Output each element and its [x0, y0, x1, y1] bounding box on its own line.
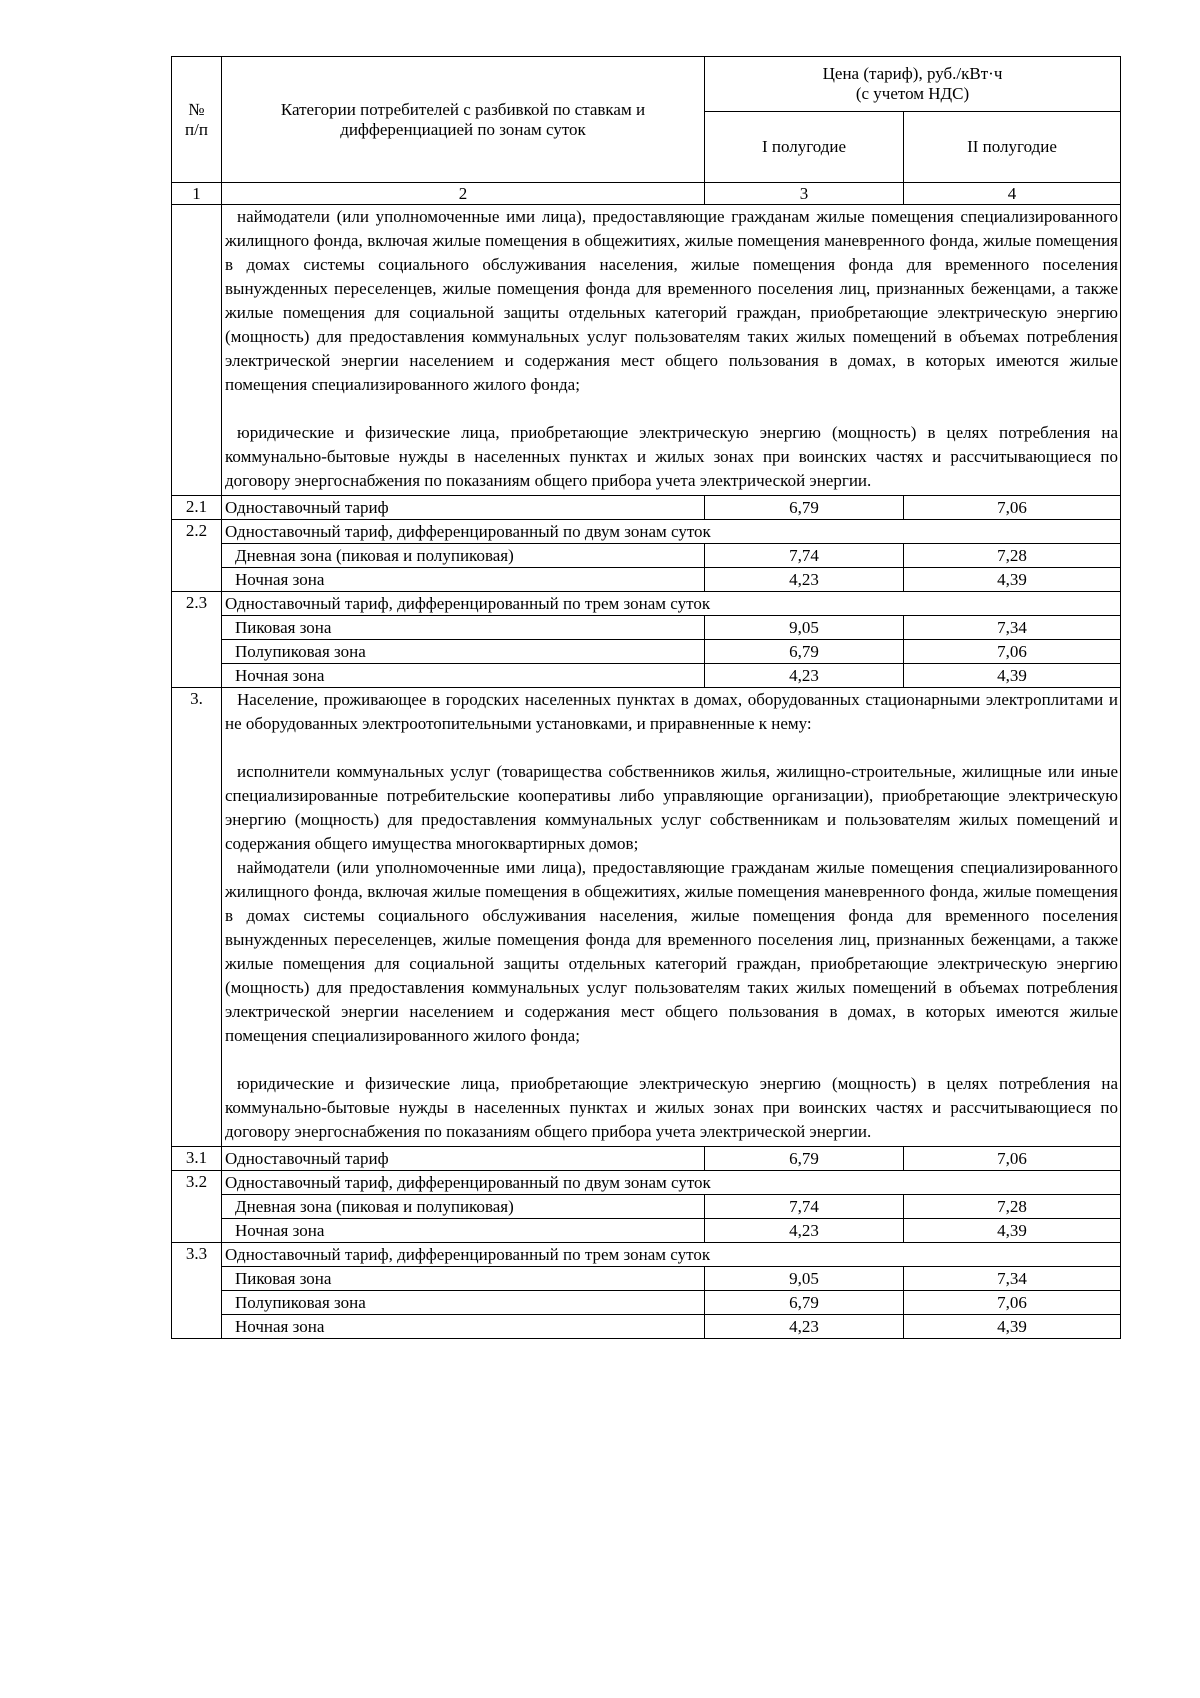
table-row [172, 496, 1121, 520]
row-number: 3.3 [172, 1243, 222, 1339]
header-number-line2: п/п [185, 119, 208, 139]
row-label: Одноставочный тариф [222, 1147, 705, 1171]
price-half1: 6,79 [705, 640, 904, 664]
table-row [172, 520, 1121, 544]
header-price-line2: (с учетом НДС) [855, 84, 970, 103]
column-number-3: 3 [705, 183, 904, 205]
table-row [172, 616, 1121, 640]
section2-text-row [172, 205, 1121, 496]
price-half1: 4,23 [705, 1315, 904, 1339]
price-half2: 7,06 [904, 640, 1121, 664]
zone-label: Ночная зона [222, 1315, 705, 1339]
zone-label: Пиковая зона [222, 616, 705, 640]
price-half1: 7,74 [705, 1195, 904, 1219]
section3-paragraph: наймодатели (или уполномоченные ими лица), предоставляющие гражданам жилые помещения специализированного жилищного фонда, включая жилые помещения в общежитиях, жилые помещения маневренного фонда, жилые помещения в домах системы социального обслуживания населения, жилые помещения фонда для временного поселения вынужденных переселенцев, жилые помещения фонда для временного поселения лиц, признанных беженцами, а также жилые помещения для социальной защиты отдельных категорий граждан, приобретающие электрическую энергию (мощность) для предоставления коммунальных услуг пользователям таких жилых помещений в объемах потребления электрической энергии населением и содержания мест общего пользования в домах, в которых имеются жилые помещения специализированного жилого фонда; [225, 858, 1118, 1045]
zone-label: Пиковая зона [222, 1267, 705, 1291]
table-row [172, 592, 1121, 616]
price-half1: 9,05 [705, 616, 904, 640]
section3-number: 3. [172, 688, 222, 1147]
price-half2: 7,06 [904, 1291, 1121, 1315]
row-label: Одноставочный тариф, дифференцированный по трем зонам суток [222, 592, 1121, 616]
table-row [172, 1171, 1121, 1195]
price-half1: 4,23 [705, 1219, 904, 1243]
price-half2: 4,39 [904, 1315, 1121, 1339]
table-row [172, 1243, 1121, 1267]
price-half2: 7,34 [904, 1267, 1121, 1291]
table-row [172, 1267, 1121, 1291]
header-price-line1: Цена (тариф), руб./кВт·ч [822, 64, 1003, 83]
price-half2: 7,28 [904, 1195, 1121, 1219]
price-half2: 4,39 [904, 664, 1121, 688]
table-row [172, 544, 1121, 568]
section3-description [222, 688, 1121, 1147]
row-label: Одноставочный тариф, дифференцированный по трем зонам суток [222, 1243, 1121, 1267]
table-header-row [172, 57, 1121, 112]
section3-paragraph: Население, проживающее в городских населенных пунктах в домах, оборудованных стационарными электроплитами и не оборудованных электроотопительными установками, и приравненные к нему: [225, 690, 1118, 733]
price-half1: 4,23 [705, 664, 904, 688]
zone-label: Ночная зона [222, 568, 705, 592]
price-half1: 7,74 [705, 544, 904, 568]
row-label: Одноставочный тариф, дифференцированный по двум зонам суток [222, 520, 1121, 544]
zone-label: Дневная зона (пиковая и полупиковая) [222, 544, 705, 568]
header-number-line1: № [188, 99, 205, 119]
row-number: 2.2 [172, 520, 222, 592]
price-half1: 6,79 [705, 1291, 904, 1315]
header-number [172, 57, 222, 183]
header-category-line2: дифференциацией по зонам суток [340, 119, 586, 139]
price-half2: 7,34 [904, 616, 1121, 640]
table-row [172, 1315, 1121, 1339]
table-row [172, 1147, 1121, 1171]
zone-label: Ночная зона [222, 1219, 705, 1243]
zone-label: Дневная зона (пиковая и полупиковая) [222, 1195, 705, 1219]
price-half2: 4,39 [904, 568, 1121, 592]
section2-description [222, 205, 1121, 496]
row-label: Одноставочный тариф, дифференцированный по двум зонам суток [222, 1171, 1121, 1195]
table-row [172, 1195, 1121, 1219]
price-half2: 7,28 [904, 544, 1121, 568]
zone-label: Полупиковая зона [222, 640, 705, 664]
table-row [172, 1291, 1121, 1315]
section2-paragraph: наймодатели (или уполномоченные ими лица), предоставляющие гражданам жилые помещения специализированного жилищного фонда, включая жилые помещения в общежитиях, жилые помещения маневренного фонда, жилые помещения в домах системы социального обслуживания населения, жилые помещения фонда для временного поселения вынужденных переселенцев, жилые помещения фонда для временного поселения лиц, признанных беженцами, а также жилые помещения для социальной защиты отдельных категорий граждан, приобретающие электрическую энергию (мощность) для предоставления коммунальных услуг пользователям таких жилых помещений в объемах потребления электрической энергии населением и содержания мест общего пользования в домах, в которых имеются жилые помещения специализированного жилого фонда; [225, 207, 1118, 394]
row-number: 2.1 [172, 496, 222, 520]
table-row [172, 664, 1121, 688]
section3-text-row [172, 688, 1121, 1147]
zone-label: Полупиковая зона [222, 1291, 705, 1315]
price-half2: 7,06 [904, 1147, 1121, 1171]
header-category-line1: Категории потребителей с разбивкой по ставкам и [280, 99, 646, 119]
row-label: Одноставочный тариф [222, 496, 705, 520]
section3-paragraph: юридические и физические лица, приобретающие электрическую энергию (мощность) в целях потребления на коммунально-бытовые нужды в населенных пунктах и жилых зонах при воинских частях и рассчитывающиеся по договору энергоснабжения по показаниям общего прибора учета электрической энергии. [225, 1074, 1118, 1141]
table-row [172, 640, 1121, 664]
header-half2: II полугодие [904, 112, 1121, 183]
section3-paragraph: исполнители коммунальных услуг (товарищества собственников жилья, жилищно-строительные, жилищные или иные специализированные потребительские кооперативы либо управляющие организации), приобретающие электрическую энергию (мощность) для предоставления коммунальных услуг собственникам и пользователям жилых помещений и содержания общего имущества многоквартирных домов; [225, 762, 1118, 853]
header-price [705, 57, 1121, 112]
column-number-row [172, 183, 1121, 205]
column-number-4: 4 [904, 183, 1121, 205]
column-number-1: 1 [172, 183, 222, 205]
tariff-table [171, 56, 1121, 1339]
zone-label: Ночная зона [222, 664, 705, 688]
row-number: 3.1 [172, 1147, 222, 1171]
price-half1: 4,23 [705, 568, 904, 592]
price-half1: 9,05 [705, 1267, 904, 1291]
table-row [172, 568, 1121, 592]
price-half1: 6,79 [705, 496, 904, 520]
price-half2: 4,39 [904, 1219, 1121, 1243]
header-category [222, 57, 705, 183]
row-number: 2.3 [172, 592, 222, 688]
section2-paragraph: юридические и физические лица, приобретающие электрическую энергию (мощность) в целях потребления на коммунально-бытовые нужды в населенных пунктах и жилых зонах при воинских частях и рассчитывающиеся по договору энергоснабжения по показаниям общего прибора учета электрической энергии. [225, 423, 1118, 490]
table-row [172, 1219, 1121, 1243]
column-number-2: 2 [222, 183, 705, 205]
section2-number [172, 205, 222, 496]
price-half1: 6,79 [705, 1147, 904, 1171]
header-half1: I полугодие [705, 112, 904, 183]
row-number: 3.2 [172, 1171, 222, 1243]
price-half2: 7,06 [904, 496, 1121, 520]
